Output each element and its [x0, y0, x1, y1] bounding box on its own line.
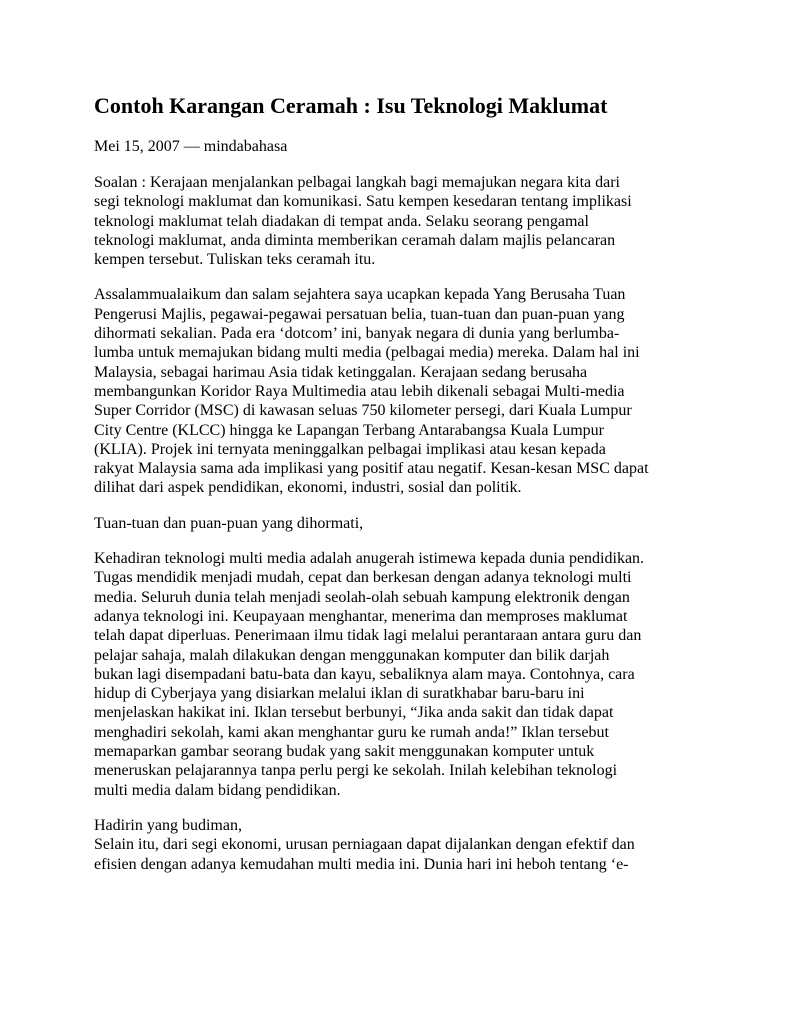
paragraph	[94, 173, 709, 269]
paragraph-line: adanya teknologi ini. Keupayaan menghantar, menerima dan memproses maklumat	[94, 607, 628, 625]
document-body	[94, 173, 709, 874]
paragraph-line: media. Seluruh dunia telah menjadi seolah-olah sebuah kampung elektronik dengan	[94, 588, 630, 606]
paragraph-line: Kehadiran teknologi multi media adalah anugerah istimewa kepada dunia pendidikan.	[94, 550, 645, 568]
paragraph-line: lumba untuk memajukan bidang multi media (pelbagai media) mereka. Dalam hal ini	[94, 344, 640, 362]
paragraph-line: dilihat dari aspek pendidikan, ekonomi, industri, sosial dan politik.	[94, 479, 522, 497]
paragraph-line: bukan lagi disempadani batu-bata dan kayu, sebaliknya alam maya. Contohnya, cara	[94, 665, 635, 683]
paragraph-line: dihormati sekalian. Pada era ‘dotcom’ ini, banyak negara di dunia yang berlumba-	[94, 325, 620, 343]
paragraph-line: telah dapat diperluas. Penerimaan ilmu tidak lagi melalui perantaraan antara guru dan	[94, 627, 642, 645]
paragraph-line: hidup di Cyberjaya yang disiarkan melalui iklan di suratkhabar baru-baru ini	[94, 685, 585, 703]
paragraph-line: pelajar sahaja, malah dilakukan dengan menggunakan komputer dan bilik darjah	[94, 646, 610, 664]
paragraph-line: efisien dengan adanya kemudahan multi media ini. Dunia hari ini heboh tentang ‘e-	[94, 855, 629, 873]
paragraph-line: Malaysia, sebagai harimau Asia tidak ketinggalan. Kerajaan sedang berusaha	[94, 363, 588, 381]
paragraph-line: Selain itu, dari segi ekonomi, urusan perniagaan dapat dijalankan dengan efektif dan	[94, 836, 635, 854]
paragraph-line: Tuan-tuan dan puan-puan yang dihormati,	[94, 514, 364, 532]
paragraph	[94, 514, 709, 533]
paragraph-line: Hadirin yang budiman,	[94, 816, 242, 834]
paragraph-line: memaparkan gambar seorang budak yang sakit menggunakan komputer untuk	[94, 743, 595, 761]
paragraph-line: menjelaskan hakikat ini. Iklan tersebut berbunyi, “Jika anda sakit dan tidak dapat	[94, 704, 614, 722]
paragraph-line: Super Corridor (MSC) di kawasan seluas 750 kilometer persegi, dari Kuala Lumpur	[94, 402, 632, 420]
paragraph	[94, 816, 709, 874]
paragraph-line: City Centre (KLCC) hingga ke Lapangan Terbang Antarabangsa Kuala Lumpur	[94, 421, 604, 439]
paragraph-line: kempen tersebut. Tuliskan teks ceramah itu.	[94, 251, 376, 269]
post-meta: Mei 15, 2007 — mindabahasa	[94, 138, 288, 155]
paragraph-line: meneruskan pelajarannya tanpa perlu pergi ke sekolah. Inilah kelebihan teknologi	[94, 762, 618, 780]
paragraph-line: teknologi maklumat, anda diminta memberikan ceramah dalam majlis pelancaran	[94, 231, 616, 249]
paragraph-line: Tugas mendidik menjadi mudah, cepat dan berkesan dengan adanya teknologi multi	[94, 569, 632, 587]
paragraph-line: Assalammualaikum dan salam sejahtera saya ucapkan kepada Yang Berusaha Tuan	[94, 286, 626, 304]
paragraph	[94, 549, 709, 800]
paragraph-line: segi teknologi maklumat dan komunikasi. Satu kempen kesedaran tentang implikasi	[94, 193, 632, 211]
paragraph-line: membangunkan Koridor Raya Multimedia atau lebih dikenali sebagai Multi-media	[94, 382, 625, 400]
paragraph-line: multi media dalam bidang pendidikan.	[94, 781, 341, 799]
paragraph-line: rakyat Malaysia sama ada implikasi yang positif atau negatif. Kesan-kesan MSC dapat	[94, 460, 649, 478]
document-title: Contoh Karangan Ceramah : Isu Teknologi Maklumat	[94, 93, 608, 118]
paragraph	[94, 285, 709, 497]
paragraph-line: (KLIA). Projek ini ternyata meninggalkan pelbagai implikasi atau kesan kepada	[94, 440, 606, 458]
paragraph-line: teknologi maklumat telah diadakan di tempat anda. Selaku seorang pengamal	[94, 212, 589, 230]
paragraph-line: menghadiri sekolah, kami akan menghantar guru ke rumah anda!” Iklan tersebut	[94, 723, 609, 741]
paragraph-line: Soalan : Kerajaan menjalankan pelbagai langkah bagi memajukan negara kita dari	[94, 174, 620, 191]
document-page	[94, 86, 709, 874]
paragraph-line: Pengerusi Majlis, pegawai-pegawai persatuan belia, tuan-tuan dan puan-puan yang	[94, 305, 625, 323]
